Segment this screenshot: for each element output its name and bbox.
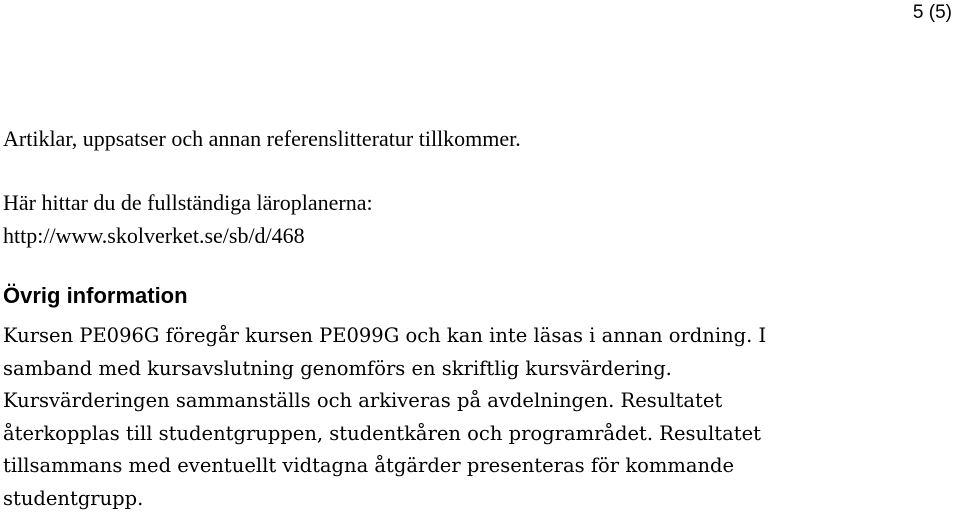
paragraph-line: återkopplas till studentgruppen, studentkåren och programrådet. Resultatet	[3, 418, 933, 451]
other-info-heading: Övrig information	[3, 283, 188, 309]
paragraph-line: Kursen PE096G föregår kursen PE099G och kan inte läsas i annan ordning. I	[3, 320, 933, 353]
page-number: 5 (5)	[913, 2, 952, 24]
paragraph-line: tillsammans med eventuellt vidtagna åtgärder presenteras för kommande	[3, 450, 933, 483]
references-note: Artiklar, uppsatser och annan referenslitteratur tillkommer.	[3, 122, 521, 155]
paragraph-line: studentgrupp.	[3, 483, 933, 515]
curricula-intro: Här hittar du de fullständiga läroplanerna:	[3, 186, 373, 219]
curricula-url: http://www.skolverket.se/sb/d/468	[3, 219, 305, 252]
other-info-paragraph	[3, 320, 933, 515]
paragraph-line: Kursvärderingen sammanställs och arkiveras på avdelningen. Resultatet	[3, 385, 933, 418]
paragraph-line: samband med kursavslutning genomförs en skriftlig kursvärdering.	[3, 353, 933, 386]
